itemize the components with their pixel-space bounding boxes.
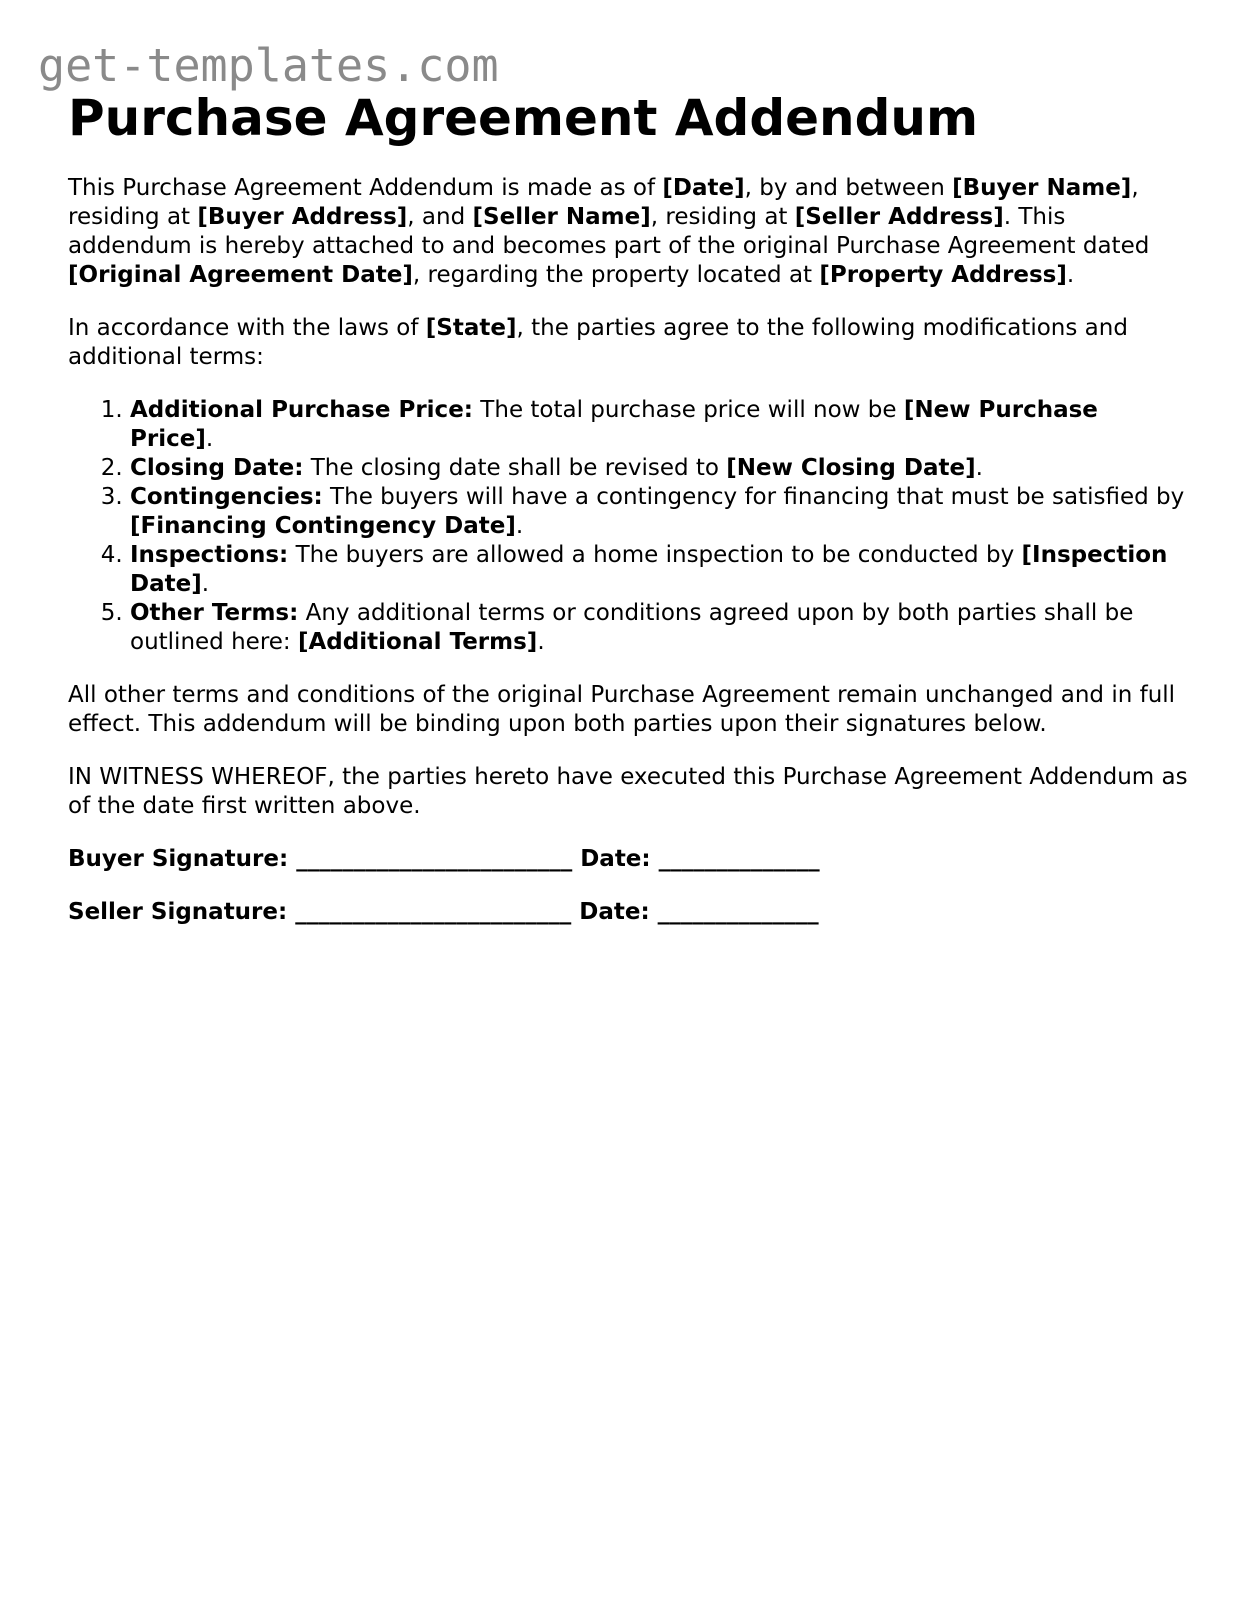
watermark: get-templates.com [38, 39, 499, 92]
seller-date-blank: ______________ [657, 899, 819, 925]
buyer-date-label: Date: [580, 846, 651, 872]
seller-signature-line [68, 898, 1188, 927]
intro-paragraph: This Purchase Agreement Addendum is made as of [Date], by and between [Buyer Name], residing at [Buyer Address], and [Seller Name], residing at [Seller Address]. This addendum is hereby attached to and becomes part of the original Purchase Agreement dated [Original Agreement Date], regarding the property located at [Property Address]. [68, 175, 1150, 288]
document [68, 86, 1188, 927]
list-item: 3. Contingencies: The buyers will have a contingency for financing that must be satisfied by [Financing Contingency Date]. [130, 483, 1188, 541]
original-date-placeholder: [Original Agreement Date] [68, 262, 413, 288]
witness-paragraph: IN WITNESS WHEREOF, the parties hereto have executed this Purchase Agreement Addendum as of the date first written above. [68, 764, 1188, 819]
terms-list [68, 396, 1188, 657]
laws-paragraph: In accordance with the laws of [State], the parties agree to the following modifications and additional terms: [68, 315, 1128, 370]
seller-name-placeholder: [Seller Name] [472, 204, 651, 230]
buyer-signature-blank: ________________________ [296, 846, 573, 872]
buyer-signature-label: Buyer Signature: [68, 846, 289, 872]
buyer-name-placeholder: [Buyer Name] [952, 175, 1132, 201]
date-placeholder: [Date] [662, 175, 745, 201]
state-placeholder: [State] [425, 315, 517, 341]
property-address-placeholder: [Property Address] [819, 262, 1067, 288]
list-item: 1. Additional Purchase Price: The total purchase price will now be [New Purchase Price]. [130, 396, 1188, 454]
seller-address-placeholder: [Seller Address] [794, 204, 1004, 230]
buyer-date-blank: ______________ [658, 846, 820, 872]
list-item: 2. Closing Date: The closing date shall be revised to [New Closing Date]. [130, 454, 1188, 483]
buyer-address-placeholder: [Buyer Address] [197, 204, 408, 230]
seller-signature-label: Seller Signature: [68, 899, 288, 925]
list-item: 4. Inspections: The buyers are allowed a home inspection to be conducted by [Inspection Date]. [130, 541, 1188, 599]
seller-date-label: Date: [579, 899, 650, 925]
buyer-signature-line [68, 845, 1188, 874]
other-terms-paragraph: All other terms and conditions of the original Purchase Agreement remain unchanged and in full effect. This addendum will be binding upon both parties upon their signatures below. [68, 682, 1176, 737]
page-title: Purchase Agreement Addendum [68, 89, 979, 147]
seller-signature-blank: ________________________ [295, 899, 572, 925]
list-item: 5. Other Terms: Any additional terms or conditions agreed upon by both parties shall be outlined here: [Additional Terms]. [130, 599, 1188, 657]
